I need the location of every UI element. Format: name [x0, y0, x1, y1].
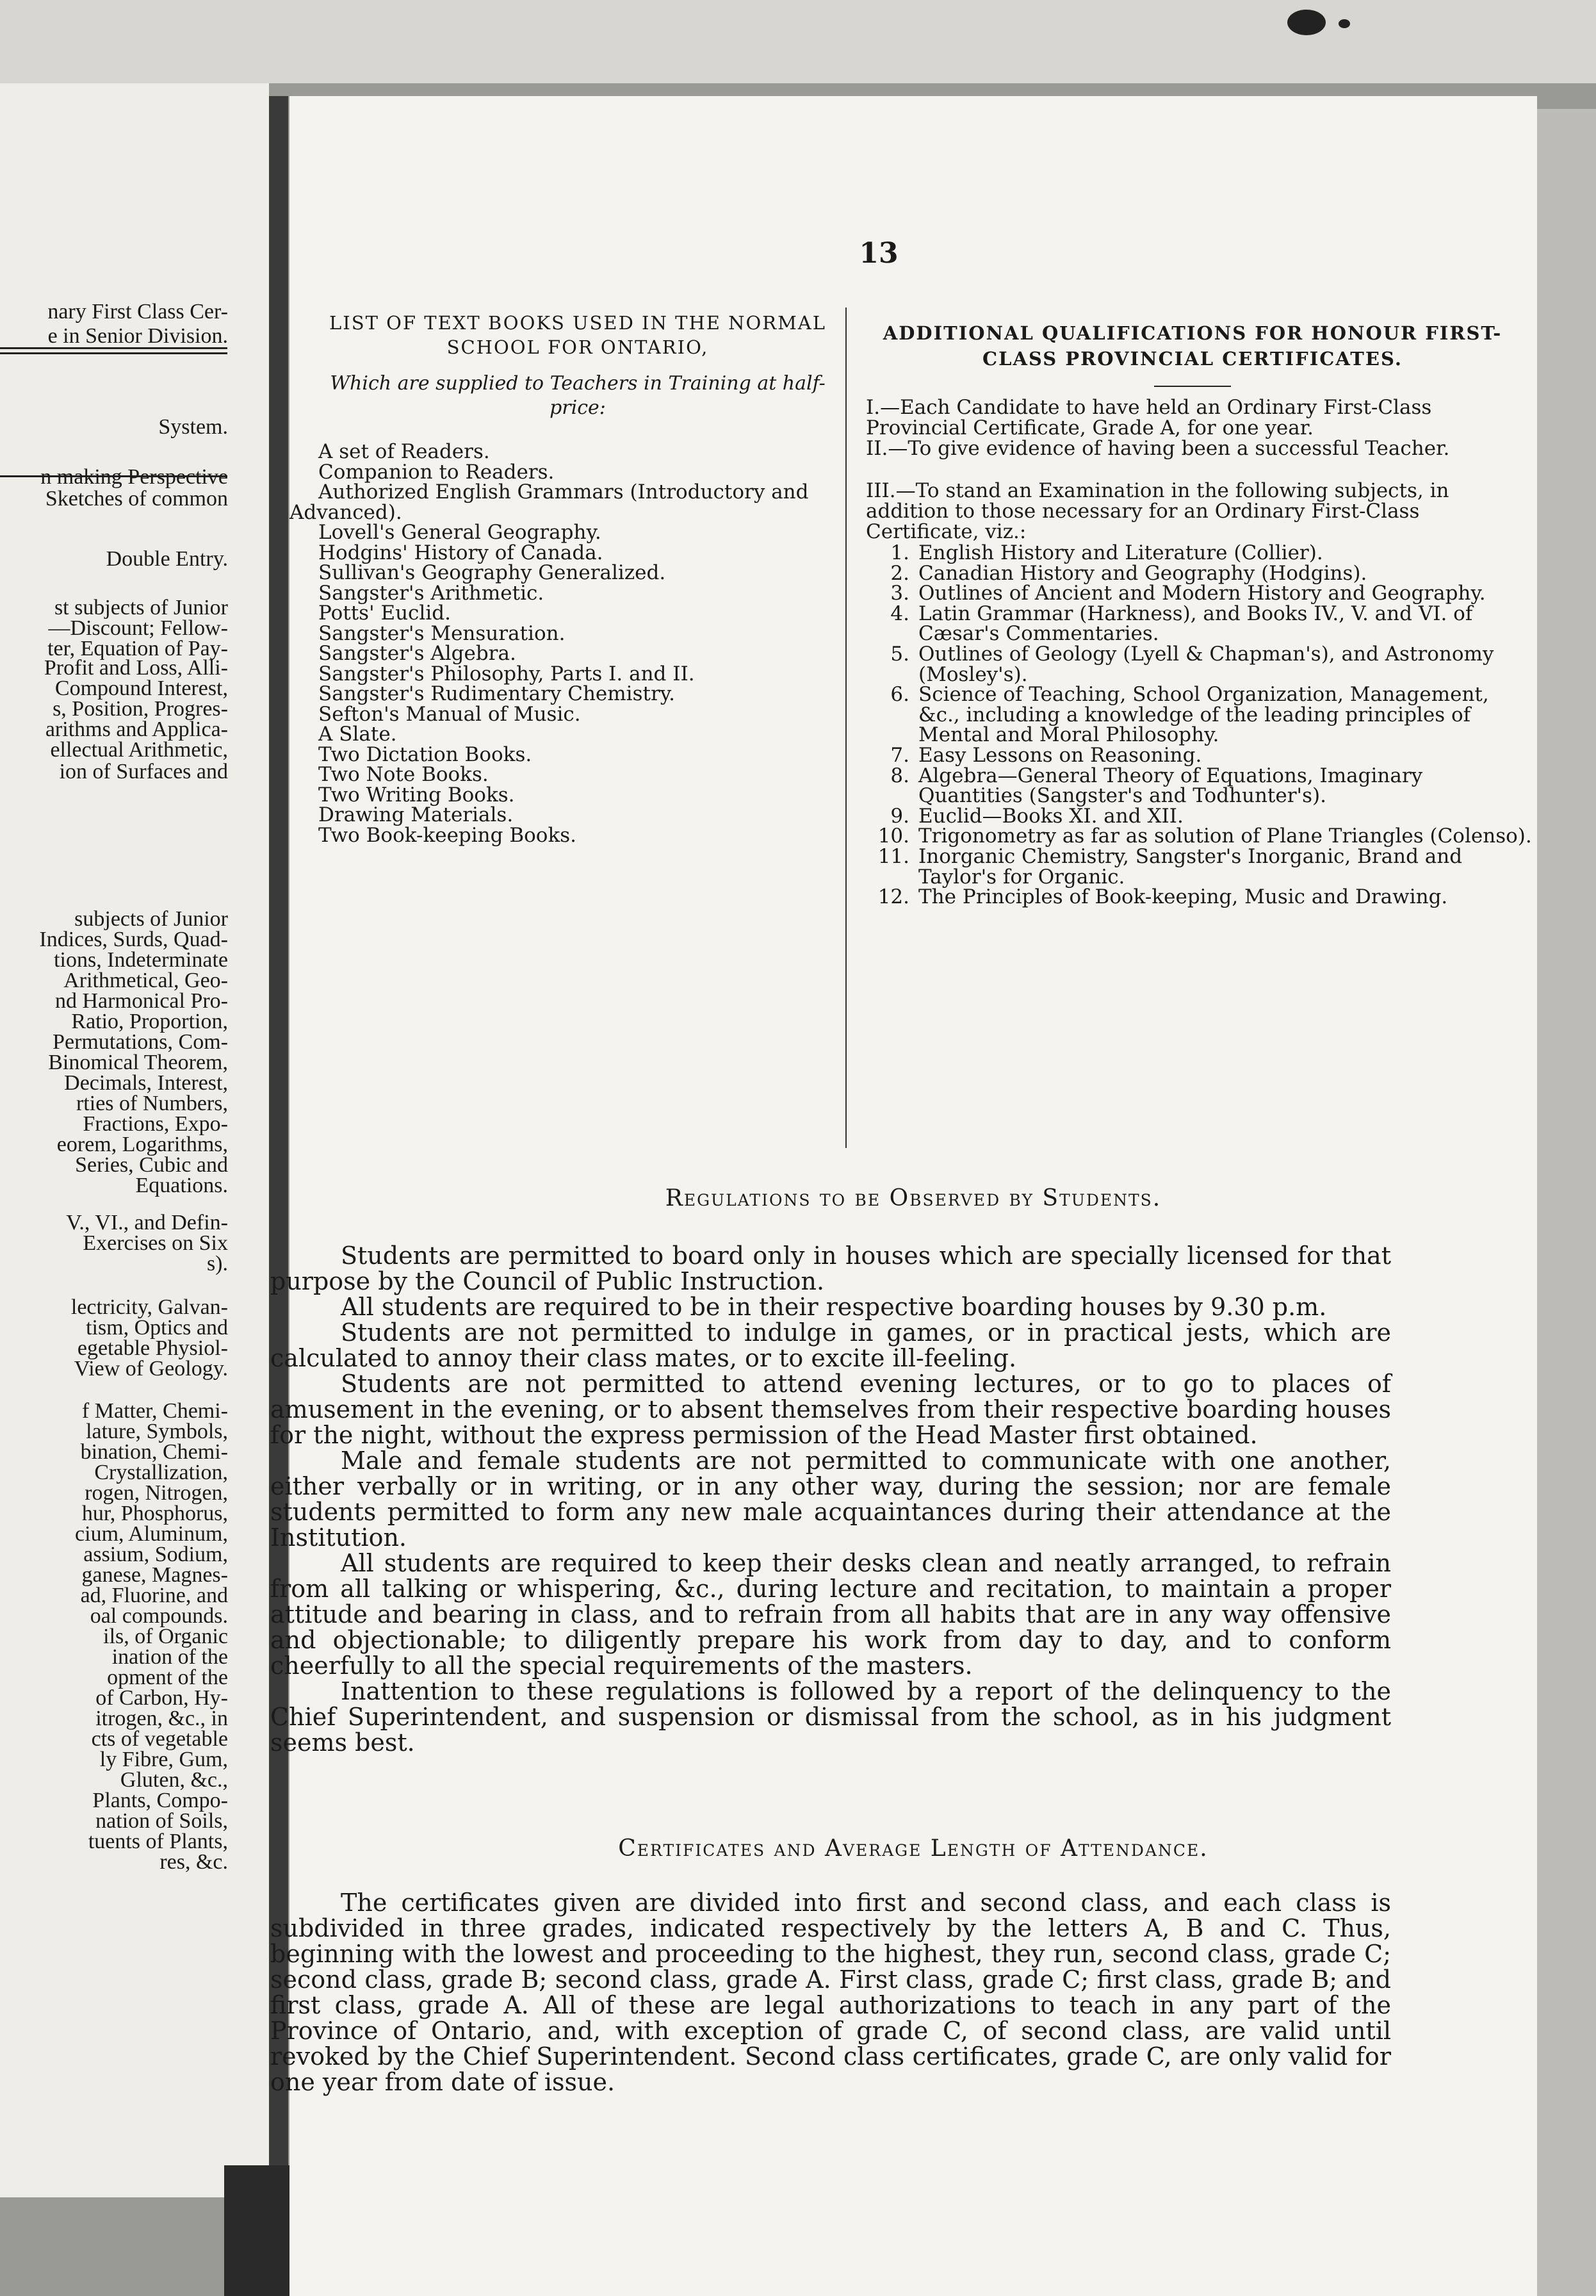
previous-page-line: View of Geology.: [74, 1357, 228, 1381]
previous-page-line: arithms and Applica-: [45, 718, 228, 741]
previous-page-line: Indices, Surds, Quad-: [39, 928, 228, 951]
previous-page-line: V., VI., and Defin-: [66, 1211, 228, 1234]
qualification-subject: [866, 685, 1532, 746]
previous-page-line: Crystallization,: [94, 1461, 228, 1484]
text-book-item: Sangster's Arithmetic.: [318, 581, 544, 605]
text-book-item: Sangster's Algebra.: [318, 642, 516, 665]
previous-page-line: Arithmetical, Geo-: [63, 969, 228, 992]
previous-page-line: Double Entry.: [106, 547, 228, 571]
previous-page-line: ion of Surfaces and: [59, 760, 228, 783]
previous-page-line: rties of Numbers,: [76, 1092, 228, 1115]
subject-number: 4.: [890, 602, 909, 625]
previous-page-line: ination of the: [111, 1645, 228, 1669]
previous-page-line: e in Senior Division.: [47, 324, 228, 348]
previous-page-line: Permutations, Com-: [53, 1030, 228, 1054]
text-books-title: LIST OF TEXT BOOKS USED IN THE NORMAL SCHOOL FOR ONTARIO,: [329, 312, 827, 358]
previous-page-line: tuents of Plants,: [88, 1830, 228, 1853]
previous-page-line: f Matter, Chemi-: [81, 1399, 228, 1423]
qualification-subject: [866, 766, 1532, 807]
previous-page-line: ganese, Magnes-: [81, 1563, 228, 1587]
text-book-item: Potts' Euclid.: [318, 602, 451, 625]
qualification-subject: [866, 543, 1532, 564]
previous-page-line: nd Harmonical Pro-: [54, 989, 228, 1013]
page-edge-shadow: [1537, 109, 1596, 2296]
qualification-subject: [866, 804, 1532, 828]
text-book-item: Hodgins' History of Canada.: [318, 541, 603, 564]
previous-page-line: ter, Equation of Pay-: [47, 637, 228, 660]
page: [270, 96, 1537, 2296]
text-books-note: Which are supplied to Teachers in Training at half-price:: [330, 372, 826, 419]
subject-text: Algebra—General Theory of Equations, Imaginary Quantities (Sangster's and Todhunter's).: [918, 764, 1423, 808]
previous-page-line: eorem, Logarithms,: [56, 1133, 228, 1156]
previous-page-line: ly Fibre, Gum,: [99, 1748, 228, 1771]
text-book-item: Drawing Materials.: [318, 803, 514, 826]
text-book-item: Sangster's Rudimentary Chemistry.: [318, 682, 676, 705]
subject-number: 1.: [890, 541, 909, 564]
previous-page-line: Binomical Theorem,: [48, 1051, 228, 1074]
subject-text: Easy Lessons on Reasoning.: [918, 743, 1202, 767]
previous-page-line: hur, Phosphorus,: [81, 1502, 228, 1525]
text-book-item: Lovell's General Geography.: [318, 521, 601, 544]
previous-page-line: Fractions, Expo-: [83, 1112, 228, 1136]
subject-text: Science of Teaching, School Organization, Management, &c., including a knowledge of the leading principles of Mental and Moral Philosophy.: [918, 683, 1489, 747]
previous-page-line: subjects of Junior: [74, 907, 228, 931]
subject-text: Inorganic Chemistry, Sangster's Inorganic, Brand and Taylor's for Organic.: [918, 844, 1463, 889]
qualification-subjects-list: [866, 543, 1532, 908]
qualification-subject: [866, 604, 1532, 644]
subject-number: 12.: [877, 885, 909, 909]
previous-page-line: Compound Interest,: [54, 676, 228, 700]
previous-page-line: st subjects of Junior: [54, 596, 228, 619]
previous-page-line: itrogen, &c., in: [95, 1707, 228, 1730]
previous-page-line: —Discount; Fellow-: [48, 616, 228, 640]
qualifications-title: ADDITIONAL QUALIFICATIONS FOR HONOUR FIRST-CLASS PROVINCIAL CERTIFICATES.: [883, 322, 1502, 370]
subject-number: 10.: [877, 824, 909, 848]
previous-page-line: ellectual Arithmetic,: [50, 738, 228, 762]
ink-speck: [1339, 19, 1350, 28]
ink-speck: [1287, 10, 1326, 35]
text-book-item: Sangster's Mensuration.: [318, 621, 566, 645]
text-book-item: A set of Readers.: [318, 440, 490, 463]
previous-page-line: rogen, Nitrogen,: [85, 1481, 228, 1505]
previous-page-line: lectricity, Galvan-: [70, 1295, 228, 1319]
subject-number: 3.: [890, 582, 909, 605]
previous-page-line: egetable Physiol-: [77, 1336, 228, 1360]
qualification-subject: [866, 743, 1532, 767]
previous-page-line: Sketches of common: [45, 487, 228, 511]
subject-text: Outlines of Geology (Lyell & Chapman's), and Astronomy (Mosley's).: [918, 642, 1494, 686]
text-book-item: Advanced).: [289, 500, 402, 524]
text-book-item: Sefton's Manual of Music.: [318, 702, 581, 726]
subject-text: English History and Literature (Collier).: [918, 541, 1323, 564]
text-book-item: A Slate.: [318, 723, 397, 746]
previous-page-line: of Carbon, Hy-: [95, 1686, 228, 1710]
text-book-item: Two Writing Books.: [318, 783, 515, 807]
subject-number: 2.: [890, 561, 909, 585]
previous-page-line: cium, Aluminum,: [75, 1522, 228, 1546]
previous-page-line: nation of Soils,: [95, 1809, 228, 1833]
previous-page-line: s, Position, Progres-: [53, 697, 228, 721]
previous-page-fragment: [0, 83, 269, 2197]
previous-page-line: bination, Chemi-: [80, 1440, 228, 1464]
regulation-paragraph: All students are required to keep their desks clean and neatly arranged, to refrain from all talking or whispering, &c., during lecture and recitation, to maintain a proper attitude and bearing in class, and to refrain from all habits that are in any way offensive and objectionable; to diligently prepare his work from day to day, and to conform cheerfully to all the special requirements of the masters.: [270, 1549, 1391, 1680]
subject-number: 11.: [877, 844, 909, 868]
text-book-item: Two Note Books.: [318, 763, 489, 786]
text-book-item: Sullivan's Geography Generalized.: [318, 561, 666, 584]
previous-page-line: res, &c.: [159, 1850, 228, 1874]
regulations-text: [270, 1243, 1391, 1755]
regulation-paragraph: Male and female students are not permitted to communicate with one another, either verbally or in writing, or in any other way, during the session; nor are female students permitted to form any new male acquaintances during their attendance at the Institution.: [270, 1447, 1391, 1552]
text-books-list: [289, 442, 840, 846]
subject-number: 6.: [890, 683, 909, 707]
scan-top-edge: [0, 0, 1596, 83]
previous-page-line: ils, of Organic: [103, 1625, 228, 1648]
subject-text: Latin Grammar (Harkness), and Books IV., V. and VI. of Cæsar's Commentaries.: [918, 602, 1473, 646]
regulation-paragraph: Students are permitted to board only in houses which are specially licensed for that purpose by the Council of Public Instruction.: [270, 1242, 1391, 1295]
qualification-subject: [866, 561, 1532, 585]
regulation-paragraph: Students are not permitted to attend evening lectures, or to go to places of amusement in the evening, or to absent themselves from their respective boarding houses for the night, without the express permission of the Head Master first obtained.: [270, 1370, 1391, 1449]
previous-page-line: ad, Fluorine, and: [80, 1584, 228, 1607]
subject-text: The Principles of Book-keeping, Music and Drawing.: [918, 885, 1448, 909]
certificates-heading: Certificates and Average Length of Attendance.: [618, 1835, 1209, 1862]
certificates-text: [270, 1890, 1391, 2095]
subject-number: 7.: [890, 743, 909, 767]
previous-page-line: lature, Symbols,: [86, 1420, 228, 1443]
subject-number: 9.: [890, 804, 909, 828]
previous-page-line: System.: [158, 415, 228, 439]
qualifications-rule: [1154, 386, 1231, 387]
previous-page-line: Profit and Loss, Alli-: [44, 656, 228, 680]
previous-page-line: Gluten, &c.,: [120, 1768, 228, 1792]
regulation-paragraph: Inattention to these regulations is followed by a report of the delinquency to the Chief Superintendent, and suspension or dismissal from the school, as in his judgment seems best.: [270, 1677, 1391, 1757]
qualification-subject: [866, 584, 1532, 604]
previous-page-line: Ratio, Proportion,: [71, 1010, 228, 1033]
regulations-heading: Regulations to be Observed by Students.: [665, 1185, 1162, 1211]
subject-text: Outlines of Ancient and Modern History and Geography.: [918, 582, 1486, 605]
previous-page-line: s).: [206, 1252, 228, 1275]
subject-text: Canadian History and Geography (Hodgins).: [918, 561, 1367, 585]
previous-page-line: oal compounds.: [90, 1604, 228, 1628]
qualification-subject: [866, 844, 1532, 889]
qualification-subject: [866, 826, 1532, 847]
previous-page-line: Plants, Compo-: [92, 1789, 228, 1812]
previous-page-line: Exercises on Six: [83, 1231, 228, 1255]
regulation-paragraph: Students are not permitted to indulge in games, or in practical jests, which are calculated to annoy their class mates, or to excite ill-feeling.: [270, 1318, 1391, 1372]
text-book-item: Companion to Readers.: [318, 460, 555, 484]
previous-page-line: tism, Optics and: [86, 1316, 228, 1340]
text-book-item: Sangster's Philosophy, Parts I. and II.: [318, 662, 695, 685]
text-book-item: Authorized English Grammars (Introductory and: [318, 480, 809, 504]
qualification-subject: [866, 644, 1532, 685]
page-number: 13: [859, 237, 899, 270]
previous-page-line: opment of the: [107, 1666, 228, 1689]
subject-number: 5.: [890, 642, 909, 666]
text-book-item: Two Dictation Books.: [318, 742, 532, 766]
subject-text: Trigonometry as far as solution of Plane Triangles (Colenso).: [918, 824, 1532, 848]
text-book-item: Two Book-keeping Books.: [318, 823, 576, 847]
qualification-subject: [866, 887, 1532, 908]
previous-page-line: assium, Sodium,: [83, 1543, 228, 1566]
previous-page-line: nary First Class Cer-: [47, 300, 228, 324]
previous-page-line: cts of vegetable: [91, 1727, 228, 1751]
regulation-paragraph: All students are required to be in their respective boarding houses by 9.30 p.m.: [341, 1293, 1327, 1321]
previous-page-line: Equations.: [135, 1174, 228, 1197]
certificates-paragraph: The certificates given are divided into first and second class, and each class is subdivided in three grades, indicated respectively by the letters A, B and C. Thus, beginning with the lowest and proceeding to the highest, they run, second class, grade C; second class, grade B; second class, grade A. First class, grade C; first class, grade B; and first class, grade A. All of these are legal authorizations to teach in any part of the Province of Ontario, and, with exception of grade C, of second class, are valid until revoked by the Chief Superintendent. Second class certificates, grade C, are only valid for one year from date of issue.: [270, 1889, 1391, 2096]
subject-text: Euclid—Books XI. and XII.: [918, 804, 1184, 828]
previous-page-line: n making Perspective: [40, 465, 228, 489]
qualification-requirement-1: I.—Each Candidate to have held an Ordinary First-Class Provincial Certificate, Grade A, for one year.: [866, 396, 1432, 439]
left-rule-top-2: [0, 352, 227, 354]
qualification-requirement-3: III.—To stand an Examination in the following subjects, in addition to those necessary for an Ordinary First-Class Certificate, viz.:: [866, 479, 1449, 543]
previous-page-line: Series, Cubic and: [75, 1153, 228, 1177]
previous-page-line: Decimals, Interest,: [64, 1071, 228, 1095]
qualification-requirement-2: II.—To give evidence of having been a successful Teacher.: [866, 437, 1450, 460]
column-divider: [845, 308, 847, 1148]
subject-number: 8.: [890, 764, 909, 787]
previous-page-line: tions, Indeterminate: [54, 948, 228, 972]
